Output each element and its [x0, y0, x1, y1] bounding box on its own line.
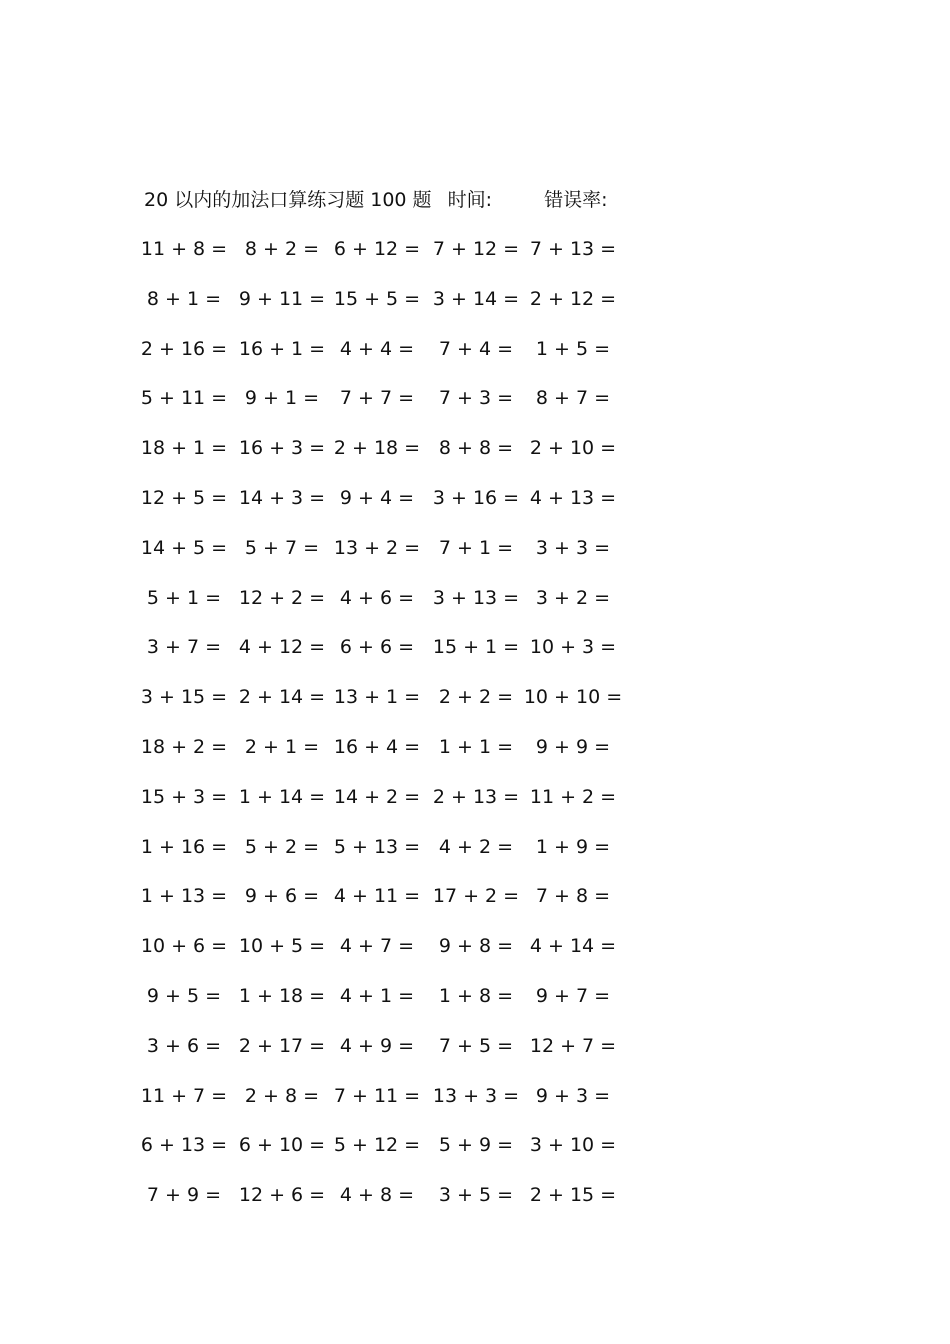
problem-item: 9 + 3 =: [535, 1084, 611, 1107]
problem-item: 4 + 8 =: [339, 1184, 415, 1207]
problem-item: 15 + 1 =: [432, 636, 520, 659]
problem-item: 5 + 11 =: [140, 387, 228, 410]
problem-item: 3 + 15 =: [140, 686, 228, 709]
problem-item: 10 + 6 =: [140, 935, 228, 958]
problem-item: 13 + 3 =: [432, 1084, 520, 1107]
problem-item: 16 + 4 =: [333, 736, 421, 758]
problem-item: 3 + 7 =: [146, 636, 222, 659]
error-rate-label: 错误率:: [544, 189, 608, 211]
problem-item: 3 + 10 =: [529, 1134, 617, 1157]
problem-item: 8 + 8 =: [438, 437, 514, 460]
problem-item: 11 + 7 =: [140, 1084, 228, 1107]
problem-item: 16 + 3 =: [238, 437, 326, 460]
problem-item: 9 + 6 =: [244, 885, 320, 908]
problem-item: 4 + 1 =: [339, 985, 415, 1007]
problem-item: 13 + 1 =: [333, 686, 421, 709]
problem-item: 7 + 3 =: [438, 387, 514, 410]
problem-item: 4 + 12 =: [238, 636, 326, 659]
problem-item: 2 + 10 =: [529, 437, 617, 460]
problem-item: 9 + 11 =: [238, 287, 326, 310]
problem-item: 8 + 1 =: [146, 287, 222, 310]
problem-item: 9 + 9 =: [535, 736, 611, 758]
problem-item: 1 + 5 =: [535, 337, 611, 360]
problem-item: 4 + 2 =: [438, 835, 514, 858]
problem-item: 15 + 5 =: [333, 287, 421, 310]
problem-item: 7 + 13 =: [529, 238, 617, 260]
problem-item: 2 + 12 =: [529, 287, 617, 310]
problem-item: 4 + 7 =: [339, 935, 415, 958]
problem-item: 2 + 13 =: [432, 785, 520, 808]
problem-item: 9 + 8 =: [438, 935, 514, 958]
problem-item: 15 + 3 =: [140, 785, 228, 808]
problem-item: 1 + 18 =: [238, 985, 326, 1007]
problem-item: 14 + 2 =: [333, 785, 421, 808]
problem-item: 6 + 13 =: [140, 1134, 228, 1157]
problem-item: 10 + 3 =: [529, 636, 617, 659]
problem-item: 1 + 1 =: [438, 736, 514, 758]
problem-item: 7 + 1 =: [438, 536, 514, 559]
problem-item: 12 + 6 =: [238, 1184, 326, 1207]
problem-item: 2 + 15 =: [529, 1184, 617, 1207]
problem-item: 3 + 5 =: [438, 1184, 514, 1207]
problem-item: 8 + 2 =: [244, 238, 320, 260]
problem-item: 7 + 9 =: [146, 1184, 222, 1207]
problem-item: 14 + 3 =: [238, 487, 326, 509]
problem-item: 3 + 13 =: [432, 586, 520, 609]
problem-item: 17 + 2 =: [432, 885, 520, 908]
problem-item: 5 + 9 =: [438, 1134, 514, 1157]
problem-item: 7 + 8 =: [535, 885, 611, 908]
problem-item: 2 + 8 =: [244, 1084, 320, 1107]
problem-item: 7 + 11 =: [333, 1084, 421, 1107]
problem-item: 9 + 1 =: [244, 387, 320, 410]
problem-item: 4 + 9 =: [339, 1034, 415, 1057]
problem-item: 3 + 2 =: [535, 586, 611, 609]
problem-item: 14 + 5 =: [140, 536, 228, 559]
problem-item: 4 + 6 =: [339, 586, 415, 609]
problem-item: 16 + 1 =: [238, 337, 326, 360]
problem-item: 1 + 9 =: [535, 835, 611, 858]
problem-item: 2 + 1 =: [244, 736, 320, 758]
problem-item: 9 + 5 =: [146, 985, 222, 1007]
problem-item: 7 + 4 =: [438, 337, 514, 360]
problem-item: 10 + 10 =: [523, 686, 623, 709]
problem-item: 9 + 7 =: [535, 985, 611, 1007]
problem-item: 6 + 10 =: [238, 1134, 326, 1157]
problem-item: 13 + 2 =: [333, 536, 421, 559]
problem-item: 5 + 7 =: [244, 536, 320, 559]
worksheet-header: [144, 186, 607, 214]
problem-item: 3 + 3 =: [535, 536, 611, 559]
problem-item: 2 + 16 =: [140, 337, 228, 360]
problem-item: 4 + 4 =: [339, 337, 415, 360]
problem-item: 5 + 12 =: [333, 1134, 421, 1157]
problem-item: 1 + 14 =: [238, 785, 326, 808]
problem-item: 7 + 7 =: [339, 387, 415, 410]
problem-item: 5 + 13 =: [333, 835, 421, 858]
problem-item: 9 + 4 =: [339, 487, 415, 509]
problem-item: 5 + 2 =: [244, 835, 320, 858]
problem-item: 4 + 13 =: [529, 487, 617, 509]
problem-item: 11 + 2 =: [529, 785, 617, 808]
problem-item: 2 + 17 =: [238, 1034, 326, 1057]
problem-item: 12 + 5 =: [140, 487, 228, 509]
problem-item: 1 + 13 =: [140, 885, 228, 908]
time-label: 时间:: [447, 189, 493, 211]
problem-item: 5 + 1 =: [146, 586, 222, 609]
problem-item: 1 + 16 =: [140, 835, 228, 858]
problem-item: 2 + 18 =: [333, 437, 421, 460]
problem-item: 12 + 2 =: [238, 586, 326, 609]
problem-item: 18 + 1 =: [140, 437, 228, 460]
problem-item: 12 + 7 =: [529, 1034, 617, 1057]
problem-item: 7 + 5 =: [438, 1034, 514, 1057]
problem-item: 10 + 5 =: [238, 935, 326, 958]
problem-item: 18 + 2 =: [140, 736, 228, 758]
worksheet-title: 20 以内的加法口算练习题 100 题: [144, 189, 432, 211]
problem-item: 4 + 14 =: [529, 935, 617, 958]
problem-item: 6 + 6 =: [339, 636, 415, 659]
problem-item: 7 + 12 =: [432, 238, 520, 260]
problem-item: 6 + 12 =: [333, 238, 421, 260]
problem-item: 3 + 6 =: [146, 1034, 222, 1057]
problem-item: 2 + 2 =: [438, 686, 514, 709]
problem-item: 4 + 11 =: [333, 885, 421, 908]
problem-item: 3 + 14 =: [432, 287, 520, 310]
problem-item: 8 + 7 =: [535, 387, 611, 410]
problem-item: 1 + 8 =: [438, 985, 514, 1007]
problem-item: 2 + 14 =: [238, 686, 326, 709]
problem-item: 11 + 8 =: [140, 238, 228, 260]
problem-item: 3 + 16 =: [432, 487, 520, 509]
